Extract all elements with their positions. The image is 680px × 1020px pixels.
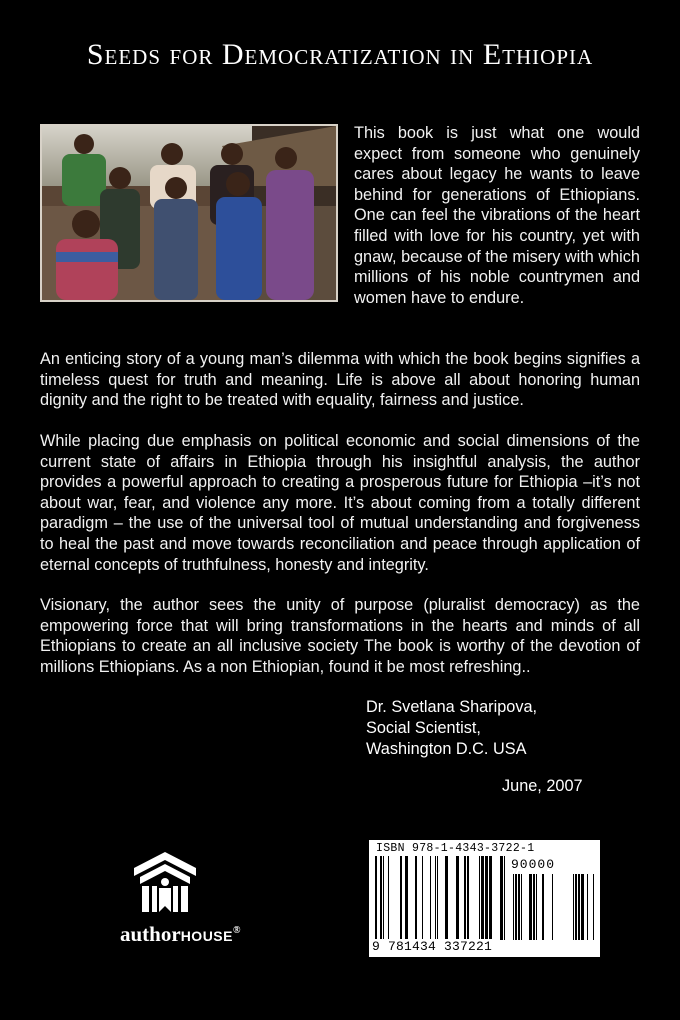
review-paragraph-4: Visionary, the author sees the unity of purpose (pluralist democracy) as the empowering force that will bring transformations in the hearts and minds of all Ethiopians to create an all inclusive society The book is worthy of the devotion of millions Ethiopians. As a non Ethiopian, found it be most refreshing.. [40,596,640,676]
registered-mark: ® [232,925,241,936]
reviewer-location: Washington D.C. USA [366,740,527,758]
barcode-icon [369,840,600,957]
reviewer-name: Dr. Svetlana Sharipova, [366,698,538,716]
review-date: June, 2007 [502,777,583,795]
review-paragraph-2: An enticing story of a young man’s dilemma with which the book begins signifies a timeless quest for truth and meaning. Life is above all about honoring human dignity and the right to be treated with equality, fairness and justice. [40,350,640,410]
reviewer-role: Social Scientist, [366,719,481,737]
publisher-name-suffix: HOUSE [180,928,233,944]
authorhouse-logo-icon [120,848,270,921]
publisher-name [120,922,240,947]
review-paragraph-3: While placing due emphasis on political economic and social dimensions of the current state of affairs in Ethiopia through his insightful analysis, the author provides a powerful approach to creating a prosperous future for Ethiopia –it’s not about war, fear, and violence any more. It’s about coming from a totally different paradigm – the use of the universal tool of mutual understanding and forgiveness to heal the past and move towards reconciliation and peace through application of eternal concepts of truthfulness, honesty and integrity. [40,432,640,574]
publisher-name-prefix: author [120,922,181,946]
barcode-ean: 9 781434 337221 [372,939,493,954]
book-title: Seeds for Democratization in Ethiopia [86,38,594,71]
barcode-addon: 90000 [511,857,556,872]
children-photo-icon [40,124,338,302]
isbn-label: ISBN 978-1-4343-3722-1 [376,842,535,855]
review-paragraph-1: This book is just what one would expect from someone who genuinely cares about legacy he wants to leave behind for generations of Ethiopians. One can feel the vibrations of the heart filled with love for his country, yet with gnaw, because of the misery with which millions of his noble countrymen and women have to endure. [354,124,640,307]
reviewer-signature [366,697,537,760]
